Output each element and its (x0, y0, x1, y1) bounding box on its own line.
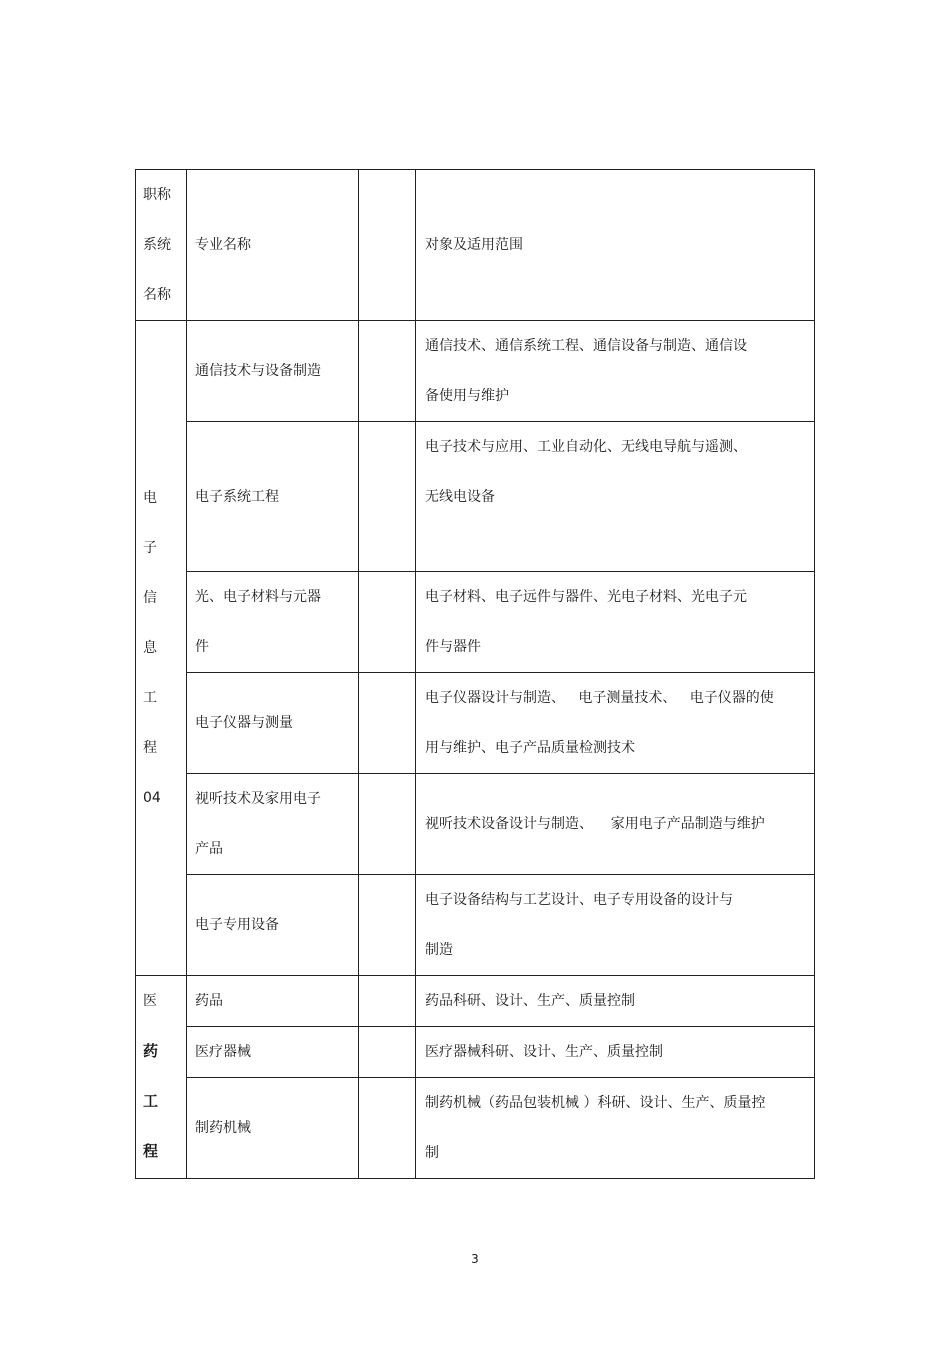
empty-cell (359, 1027, 416, 1078)
empty-cell (359, 875, 416, 976)
major-text: 药品 (195, 993, 223, 1009)
header-scope: 对象及适用范围 (416, 170, 815, 321)
scope-text: 用与维护、电子产品质量检测技术 (425, 740, 635, 756)
scope-cell (416, 321, 815, 422)
system-char: 工 (143, 690, 157, 706)
table-row (136, 321, 815, 422)
scope-text: 制药机械（药品包装机械 ）科研、设计、生产、质量控 (425, 1095, 766, 1111)
major-cell (187, 321, 359, 422)
system-char: 医 (143, 993, 157, 1009)
header-system-name (136, 170, 187, 321)
major-text: 电子系统工程 (195, 488, 279, 505)
scope-text: 备使用与维护 (425, 388, 509, 404)
profession-table (135, 169, 815, 1179)
major-text: 通信技术与设备制造 (195, 363, 321, 379)
major-text: 电子专用设备 (195, 917, 279, 933)
table-row (136, 1078, 815, 1179)
scope-text: 无线电设备 (425, 489, 495, 505)
header-major-name: 专业名称 (187, 170, 359, 321)
header-empty-column (359, 170, 416, 321)
major-cell (187, 422, 359, 572)
major-text: 医疗器械 (195, 1044, 251, 1060)
system-char: 电 (143, 490, 157, 506)
scope-text: 电子技术与应用、工业自动化、无线电导航与遥测、 (425, 439, 747, 455)
major-text: 制药机械 (195, 1120, 251, 1136)
major-text: 电子仪器与测量 (195, 715, 293, 731)
empty-cell (359, 422, 416, 572)
empty-cell (359, 673, 416, 774)
major-cell (187, 1078, 359, 1179)
scope-text: 件与器件 (425, 639, 481, 655)
major-cell (187, 976, 359, 1027)
scope-cell (416, 572, 815, 673)
system-name-pharma (136, 976, 187, 1179)
major-text: 件 (195, 639, 209, 655)
system-char: 程 (143, 1142, 159, 1160)
table-row (136, 774, 815, 875)
scope-text: 电子设备结构与工艺设计、电子专用设备的设计与 (425, 892, 733, 908)
system-char: 子 (143, 540, 157, 556)
scope-text: 制造 (425, 942, 453, 958)
scope-text: 通信技术、通信系统工程、通信设备与制造、通信设 (425, 338, 747, 354)
scope-text: 电子材料、电子远件与器件、光电子材料、光电子元 (425, 589, 747, 605)
major-text: 产品 (195, 841, 223, 857)
header-system-line: 系统 (143, 237, 171, 253)
scope-text: 药品科研、设计、生产、质量控制 (425, 993, 635, 1009)
scope-cell (416, 1027, 815, 1078)
system-char: 程 (143, 740, 157, 756)
header-system-line: 职称 (143, 187, 171, 203)
empty-cell (359, 774, 416, 875)
page-number: 3 (471, 1252, 479, 1266)
empty-cell (359, 976, 416, 1027)
scope-cell (416, 976, 815, 1027)
major-text: 光、电子材料与元器 (195, 589, 321, 605)
scope-cell (416, 1078, 815, 1179)
major-text: 视听技术及家用电子 (195, 791, 321, 807)
scope-text: 医疗器械科研、设计、生产、质量控制 (425, 1044, 663, 1060)
table-row (136, 875, 815, 976)
system-code: 04 (143, 790, 161, 806)
major-cell (187, 673, 359, 774)
table-row (136, 976, 815, 1027)
major-cell (187, 572, 359, 673)
scope-text: 电子仪器设计与制造、 电子测量技术、 电子仪器的使 (425, 690, 774, 706)
scope-cell (416, 875, 815, 976)
table-row (136, 1027, 815, 1078)
major-cell (187, 1027, 359, 1078)
scope-cell (416, 774, 815, 875)
scope-cell (416, 673, 815, 774)
table-header-row (136, 170, 815, 321)
system-char: 工 (143, 1092, 159, 1110)
scope-text: 视听技术设备设计与制造、 家用电子产品制造与维护 (425, 816, 765, 832)
table-row (136, 673, 815, 774)
scope-cell (416, 422, 815, 572)
system-char: 信 (143, 590, 157, 606)
empty-cell (359, 1078, 416, 1179)
system-char: 药 (143, 1042, 159, 1060)
system-char: 息 (143, 640, 157, 656)
empty-cell (359, 572, 416, 673)
header-system-line: 名称 (143, 287, 171, 303)
major-cell (187, 875, 359, 976)
empty-cell (359, 321, 416, 422)
table-row (136, 422, 815, 572)
system-name-electronic (136, 321, 187, 976)
table-row (136, 572, 815, 673)
major-cell (187, 774, 359, 875)
scope-text: 制 (425, 1145, 439, 1161)
